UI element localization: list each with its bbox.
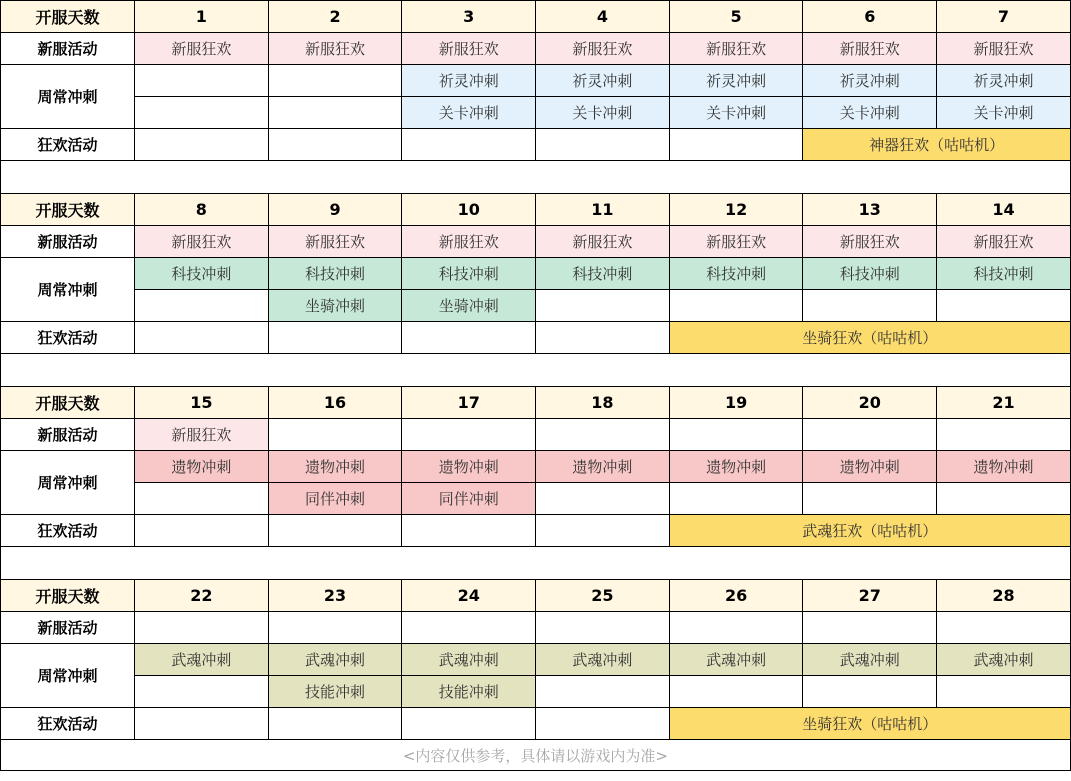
new-server-label: 新服活动 <box>1 419 135 451</box>
activity-cell: 武魂冲刺 <box>268 644 402 676</box>
activity-cell: 祈灵冲刺 <box>402 65 536 97</box>
activity-cell: 新服狂欢 <box>268 226 402 258</box>
activity-cell: 新服狂欢 <box>135 33 269 65</box>
activity-cell: 祈灵冲刺 <box>669 65 803 97</box>
empty-cell <box>402 708 536 740</box>
empty-cell <box>402 612 536 644</box>
weekly-sprint-label: 周常冲刺 <box>1 451 135 515</box>
activity-cell: 新服狂欢 <box>402 33 536 65</box>
day-label: 开服天数 <box>1 387 135 419</box>
empty-cell <box>536 483 670 515</box>
day-number: 20 <box>803 387 937 419</box>
empty-cell <box>536 676 670 708</box>
week4-header-row <box>1 580 1071 612</box>
carnival-label: 狂欢活动 <box>1 708 135 740</box>
activity-cell: 技能冲刺 <box>268 676 402 708</box>
empty-cell <box>135 97 269 129</box>
week1-carnival-row <box>1 129 1071 161</box>
empty-cell <box>803 612 937 644</box>
empty-cell <box>268 708 402 740</box>
empty-cell <box>268 65 402 97</box>
activity-cell: 新服狂欢 <box>669 33 803 65</box>
carnival-label: 狂欢活动 <box>1 129 135 161</box>
empty-cell <box>536 612 670 644</box>
day-label: 开服天数 <box>1 1 135 33</box>
carnival-cell: 神器狂欢（咕咕机） <box>803 129 1070 161</box>
day-number: 21 <box>937 387 1071 419</box>
new-server-label: 新服活动 <box>1 612 135 644</box>
day-number: 12 <box>669 194 803 226</box>
week1-header-row <box>1 1 1071 33</box>
activity-cell: 武魂冲刺 <box>536 644 670 676</box>
empty-cell <box>268 419 402 451</box>
empty-cell <box>803 483 937 515</box>
activity-cell: 关卡冲刺 <box>803 97 937 129</box>
disclaimer-note: <内容仅供参考，具体请以游戏内为准> <box>1 740 1071 771</box>
spacer-row <box>1 161 1071 194</box>
empty-cell <box>135 515 269 547</box>
activity-cell: 遗物冲刺 <box>268 451 402 483</box>
empty-cell <box>135 290 269 322</box>
week2-sprint-row-a <box>1 258 1071 290</box>
empty-cell <box>268 97 402 129</box>
empty-cell <box>669 290 803 322</box>
day-number: 17 <box>402 387 536 419</box>
activity-cell: 同伴冲刺 <box>402 483 536 515</box>
spacer-cell <box>1 354 1071 387</box>
activity-cell: 新服狂欢 <box>937 226 1071 258</box>
spacer-row <box>1 354 1071 387</box>
empty-cell <box>536 322 670 354</box>
activity-cell: 新服狂欢 <box>135 419 269 451</box>
empty-cell <box>669 612 803 644</box>
week3-header-row <box>1 387 1071 419</box>
week3-carnival-row <box>1 515 1071 547</box>
activity-cell: 遗物冲刺 <box>135 451 269 483</box>
empty-cell <box>803 290 937 322</box>
day-number: 14 <box>937 194 1071 226</box>
activity-cell: 科技冲刺 <box>135 258 269 290</box>
empty-cell <box>669 419 803 451</box>
activity-cell: 关卡冲刺 <box>402 97 536 129</box>
empty-cell <box>669 483 803 515</box>
activity-cell: 新服狂欢 <box>135 226 269 258</box>
day-number: 16 <box>268 387 402 419</box>
empty-cell <box>402 419 536 451</box>
activity-cell: 科技冲刺 <box>536 258 670 290</box>
empty-cell <box>536 515 670 547</box>
empty-cell <box>803 419 937 451</box>
activity-cell: 遗物冲刺 <box>402 451 536 483</box>
day-number: 27 <box>803 580 937 612</box>
day-number: 5 <box>669 1 803 33</box>
activity-cell: 科技冲刺 <box>402 258 536 290</box>
weekly-sprint-label: 周常冲刺 <box>1 644 135 708</box>
empty-cell <box>803 676 937 708</box>
new-server-label: 新服活动 <box>1 226 135 258</box>
empty-cell <box>268 129 402 161</box>
empty-cell <box>135 612 269 644</box>
day-number: 2 <box>268 1 402 33</box>
week1-new-row <box>1 33 1071 65</box>
carnival-label: 狂欢活动 <box>1 322 135 354</box>
week4-sprint-row-b <box>1 676 1071 708</box>
week1-sprint-row-b <box>1 97 1071 129</box>
activity-cell: 祈灵冲刺 <box>937 65 1071 97</box>
activity-cell: 新服狂欢 <box>803 33 937 65</box>
activity-cell: 关卡冲刺 <box>937 97 1071 129</box>
activity-cell: 坐骑冲刺 <box>402 290 536 322</box>
activity-cell: 遗物冲刺 <box>803 451 937 483</box>
spacer-cell <box>1 547 1071 580</box>
empty-cell <box>402 322 536 354</box>
empty-cell <box>937 419 1071 451</box>
activity-cell: 新服狂欢 <box>402 226 536 258</box>
activity-cell: 关卡冲刺 <box>669 97 803 129</box>
activity-cell: 新服狂欢 <box>803 226 937 258</box>
spacer-row <box>1 547 1071 580</box>
activity-cell: 武魂冲刺 <box>135 644 269 676</box>
day-number: 23 <box>268 580 402 612</box>
empty-cell <box>669 129 803 161</box>
empty-cell <box>268 612 402 644</box>
empty-cell <box>135 322 269 354</box>
day-label: 开服天数 <box>1 580 135 612</box>
empty-cell <box>536 708 670 740</box>
week4-sprint-row-a <box>1 644 1071 676</box>
day-number: 15 <box>135 387 269 419</box>
week4-new-row <box>1 612 1071 644</box>
spacer-cell <box>1 161 1071 194</box>
activity-cell: 遗物冲刺 <box>669 451 803 483</box>
weekly-sprint-label: 周常冲刺 <box>1 258 135 322</box>
activity-cell: 科技冲刺 <box>268 258 402 290</box>
carnival-cell: 武魂狂欢（咕咕机） <box>669 515 1070 547</box>
empty-cell <box>937 612 1071 644</box>
day-number: 4 <box>536 1 670 33</box>
carnival-label: 狂欢活动 <box>1 515 135 547</box>
activity-cell: 遗物冲刺 <box>937 451 1071 483</box>
activity-cell: 坐骑冲刺 <box>268 290 402 322</box>
day-number: 3 <box>402 1 536 33</box>
day-number: 24 <box>402 580 536 612</box>
footnote-row <box>1 740 1071 771</box>
week3-sprint-row-b <box>1 483 1071 515</box>
activity-cell: 新服狂欢 <box>669 226 803 258</box>
empty-cell <box>937 676 1071 708</box>
activity-cell: 同伴冲刺 <box>268 483 402 515</box>
day-number: 9 <box>268 194 402 226</box>
day-number: 22 <box>135 580 269 612</box>
day-number: 11 <box>536 194 670 226</box>
empty-cell <box>536 419 670 451</box>
activity-cell: 遗物冲刺 <box>536 451 670 483</box>
carnival-cell: 坐骑狂欢（咕咕机） <box>669 708 1070 740</box>
activity-cell: 武魂冲刺 <box>669 644 803 676</box>
day-number: 1 <box>135 1 269 33</box>
day-number: 10 <box>402 194 536 226</box>
activity-cell: 武魂冲刺 <box>803 644 937 676</box>
week1-sprint-row-a <box>1 65 1071 97</box>
activity-cell: 新服狂欢 <box>536 33 670 65</box>
activity-cell: 关卡冲刺 <box>536 97 670 129</box>
empty-cell <box>135 483 269 515</box>
day-number: 26 <box>669 580 803 612</box>
empty-cell <box>669 676 803 708</box>
activity-cell: 祈灵冲刺 <box>803 65 937 97</box>
empty-cell <box>135 708 269 740</box>
week2-new-row <box>1 226 1071 258</box>
activity-cell: 科技冲刺 <box>803 258 937 290</box>
empty-cell <box>536 129 670 161</box>
day-number: 18 <box>536 387 670 419</box>
activity-cell: 武魂冲刺 <box>937 644 1071 676</box>
empty-cell <box>937 483 1071 515</box>
empty-cell <box>135 676 269 708</box>
empty-cell <box>536 290 670 322</box>
week2-sprint-row-b <box>1 290 1071 322</box>
activity-cell: 新服狂欢 <box>937 33 1071 65</box>
activity-cell: 科技冲刺 <box>937 258 1071 290</box>
activity-cell: 新服狂欢 <box>268 33 402 65</box>
activity-cell: 新服狂欢 <box>536 226 670 258</box>
new-server-label: 新服活动 <box>1 33 135 65</box>
empty-cell <box>135 129 269 161</box>
weekly-sprint-label: 周常冲刺 <box>1 65 135 129</box>
week2-header-row <box>1 194 1071 226</box>
day-number: 8 <box>135 194 269 226</box>
empty-cell <box>268 515 402 547</box>
week3-new-row <box>1 419 1071 451</box>
activity-cell: 祈灵冲刺 <box>536 65 670 97</box>
activity-cell: 技能冲刺 <box>402 676 536 708</box>
day-number: 28 <box>937 580 1071 612</box>
activity-cell: 武魂冲刺 <box>402 644 536 676</box>
day-number: 6 <box>803 1 937 33</box>
week4-carnival-row <box>1 708 1071 740</box>
day-label: 开服天数 <box>1 194 135 226</box>
empty-cell <box>402 129 536 161</box>
week3-sprint-row-a <box>1 451 1071 483</box>
day-number: 19 <box>669 387 803 419</box>
day-number: 7 <box>937 1 1071 33</box>
week2-carnival-row <box>1 322 1071 354</box>
empty-cell <box>937 290 1071 322</box>
day-number: 13 <box>803 194 937 226</box>
empty-cell <box>402 515 536 547</box>
day-number: 25 <box>536 580 670 612</box>
activity-cell: 科技冲刺 <box>669 258 803 290</box>
empty-cell <box>268 322 402 354</box>
empty-cell <box>135 65 269 97</box>
carnival-cell: 坐骑狂欢（咕咕机） <box>669 322 1070 354</box>
